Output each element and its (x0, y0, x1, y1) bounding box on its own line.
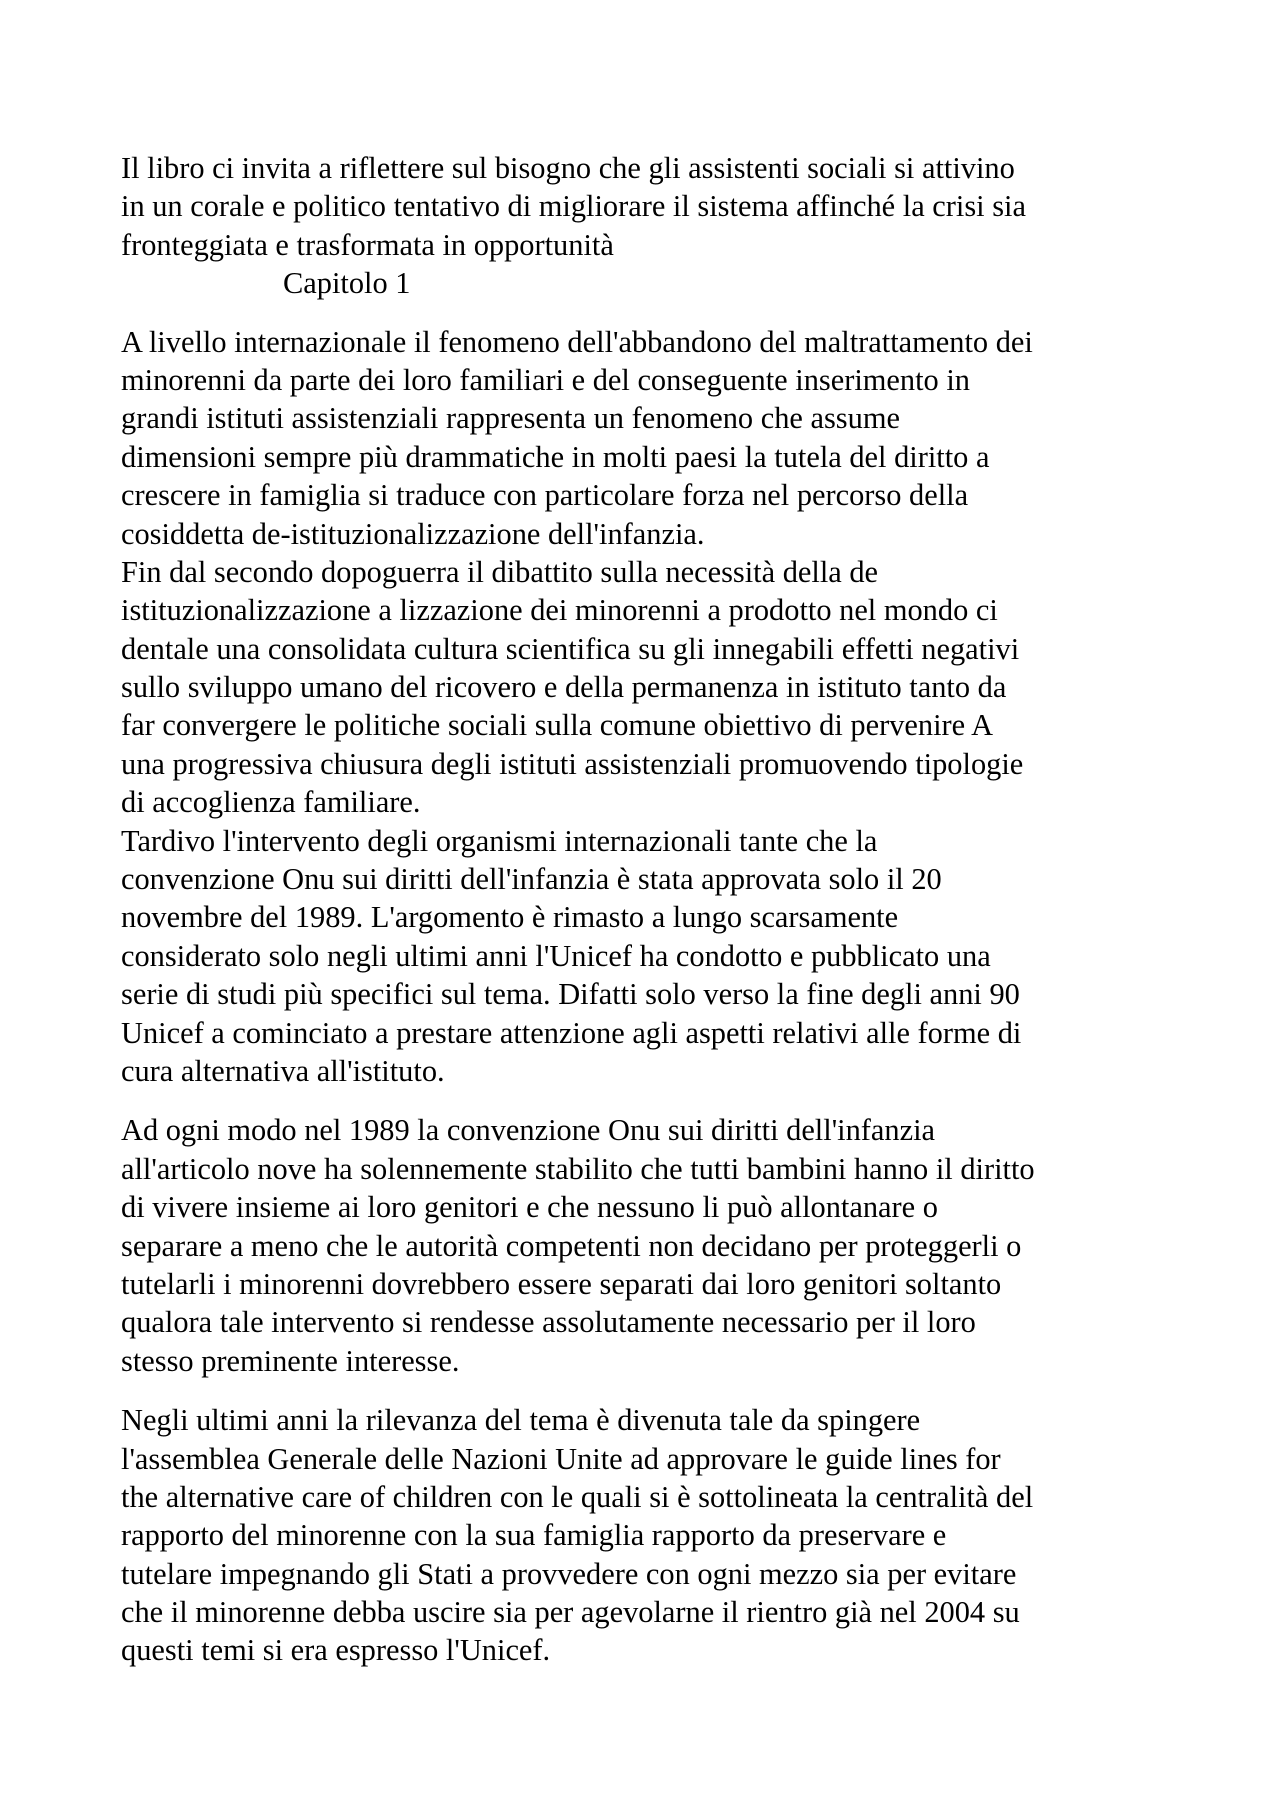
text-line: una progressiva chiusura degli istituti assistenziali promuovendo tipologie (121, 746, 1024, 781)
text-line: all'articolo nove ha solennemente stabilito che tutti bambini hanno il diritto (121, 1151, 1035, 1186)
text-line: che il minorenne debba uscire sia per agevolarne il rientro già nel 2004 su (121, 1595, 1020, 1630)
text-line: tutelare impegnando gli Stati a provvedere con ogni mezzo sia per evitare (121, 1556, 1017, 1591)
text-line: novembre del 1989. L'argomento è rimasto a lungo scarsamente (121, 900, 899, 935)
text-line: dentale una consolidata cultura scientifica su gli innegabili effetti negativi (121, 631, 1020, 666)
text-line: qualora tale intervento si rendesse assolutamente necessario per il loro (121, 1305, 976, 1340)
text-line: serie di studi più specifici sul tema. Difatti solo verso la fine degli anni 90 (121, 977, 1020, 1012)
text-line: A livello internazionale il fenomeno dell'abbandono del maltrattamento dei (121, 324, 1033, 359)
text-line: di accoglienza familiare. (121, 785, 421, 820)
text-line: istituzionalizzazione a lizzazione dei minorenni a prodotto nel mondo ci (121, 593, 998, 628)
text-line: stesso preminente interesse. (121, 1343, 460, 1378)
paragraph-2 (121, 1111, 1241, 1380)
text-line: di vivere insieme ai loro genitori e che nessuno li può allontanare o (121, 1190, 938, 1225)
text-line: far convergere le politiche sociali sulla comune obiettivo di pervenire A (121, 708, 994, 743)
text-line: cosiddetta de-istituzionalizzazione dell'infanzia. (121, 516, 705, 551)
text-line: crescere in famiglia si traduce con particolare forza nel percorso della (121, 478, 969, 513)
text-line: convenzione Onu sui diritti dell'infanzia è stata approvata solo il 20 (121, 862, 942, 897)
text-line: considerato solo negli ultimi anni l'Unicef ha condotto e pubblicato una (121, 938, 991, 973)
text-line: Ad ogni modo nel 1989 la convenzione Onu sui diritti dell'infanzia (121, 1113, 936, 1148)
text-line: minorenni da parte dei loro familiari e del conseguente inserimento in (121, 362, 970, 397)
text-line: dimensioni sempre più drammatiche in molti paesi la tutela del diritto a (121, 439, 990, 474)
text-line: rapporto del minorenne con la sua famiglia rapporto da preservare e (121, 1518, 947, 1553)
text-line: fronteggiata e trasformata in opportunità (121, 227, 614, 262)
text-line: Tardivo l'intervento degli organismi internazionali tante che la (121, 823, 878, 858)
paragraph-1 (121, 323, 1241, 1091)
text-line: the alternative care of children con le quali si è sottolineata la centralità del (121, 1479, 1034, 1514)
paragraph-3 (121, 1401, 1241, 1670)
text-line: sullo sviluppo umano del ricovero e della permanenza in istituto tanto da (121, 670, 1007, 705)
text-line: cura alternativa all'istituto. (121, 1053, 445, 1088)
text-line: grandi istituti assistenziali rappresenta un fenomeno che assume (121, 401, 900, 436)
text-line: Fin dal secondo dopoguerra il dibattito sulla necessità della de (121, 554, 879, 589)
text-line: tutelarli i minorenni dovrebbero essere separati dai loro genitori soltanto (121, 1266, 1002, 1301)
text-line: Negli ultimi anni la rilevanza del tema è divenuta tale da spingere (121, 1403, 921, 1438)
text-line: questi temi si era espresso l'Unicef. (121, 1633, 551, 1668)
intro-paragraph (121, 149, 1241, 303)
text-line: l'assemblea Generale delle Nazioni Unite ad approvare le guide lines for (121, 1441, 1001, 1476)
chapter-heading: Capitolo 1 (283, 266, 411, 301)
text-line: separare a meno che le autorità competenti non decidano per proteggerli o (121, 1228, 1022, 1263)
text-line: Unicef a cominciato a prestare attenzione agli aspetti relativi alle forme di (121, 1015, 1022, 1050)
document-body (121, 149, 1241, 1670)
text-line: Il libro ci invita a riflettere sul bisogno che gli assistenti sociali si attivino (121, 151, 1015, 185)
text-line: in un corale e politico tentativo di migliorare il sistema affinché la crisi sia (121, 189, 1026, 224)
